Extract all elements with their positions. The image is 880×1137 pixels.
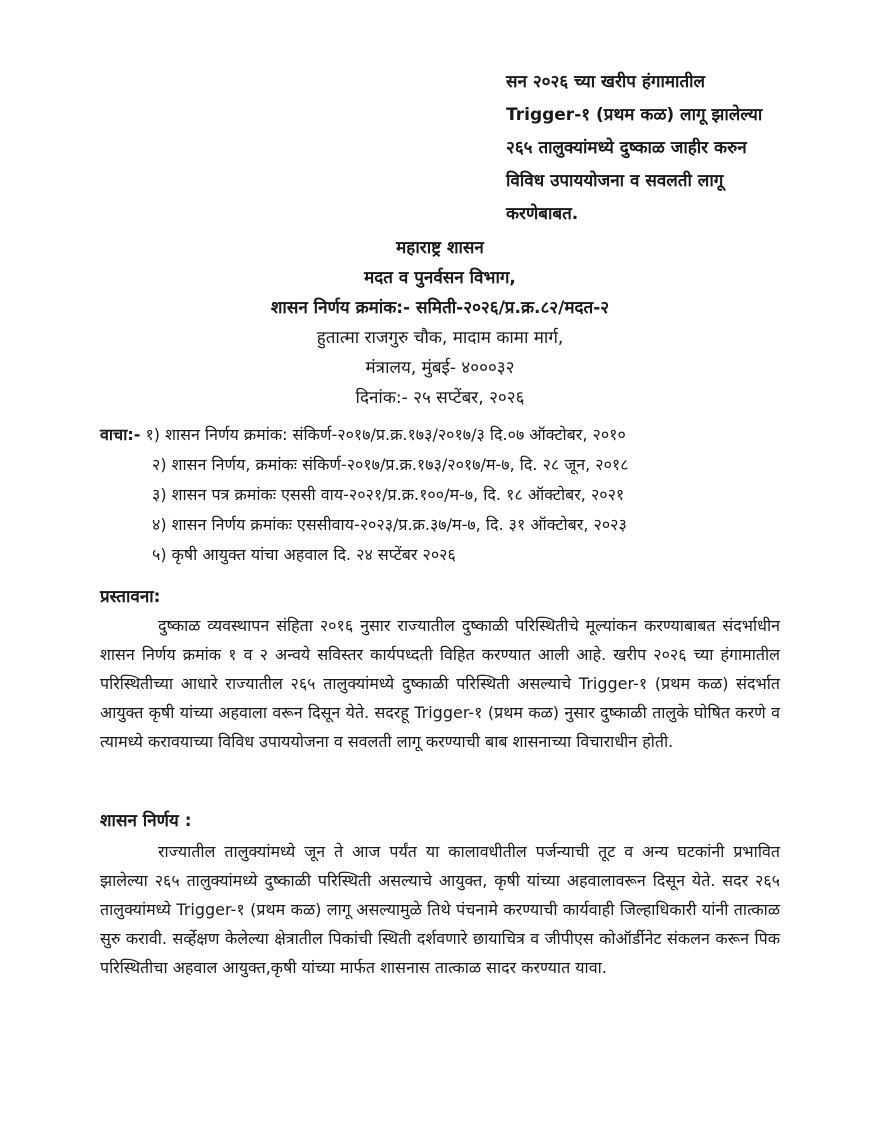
reference-item: २) शासन निर्णय, क्रमांकः संकिर्ण-२०१७/प्र.क्र.१७३/२०१७/म-७, दि. २८ जून, २०१८ bbox=[152, 455, 629, 474]
reference-item: ५) कृषी आयुक्त यांचा अहवाल दि. २४ सप्टेंबर २०२६ bbox=[152, 545, 456, 564]
subject-block bbox=[506, 66, 788, 231]
gr-number: शासन निर्णय क्रमांक:- समिती-२०२६/प्र.क्र.८२/मदत-२ bbox=[270, 298, 610, 318]
issue-date: दिनांक:- २५ सप्टेंबर, २०२६ bbox=[355, 388, 525, 408]
subject-line: विविध उपाययोजना व सवलती लागू bbox=[506, 171, 724, 191]
preamble-title: प्रस्तावना: bbox=[100, 587, 161, 607]
decision-title: शासन निर्णय : bbox=[100, 811, 192, 831]
decision-paragraph: राज्यातील तालुक्यांमध्ये जून ते आज पर्यंत या कालावधीतील पर्जन्याची तूट व अन्य घटकांनी प्रभावित झालेल्या २६५ तालुक्यांमध्ये दुष्काळी परिस्थिती असल्याचे आयुक्त, कृषी यांच्या अहवालावरून दिसून येते. सदर २६५ तालुक्यांमध्ये Trigger-१ (प्रथम कळ) लागू असल्यामुळे तिथे पंचनामे करण्याची कार्यवाही जिल्हाधिकारी यांनी तात्काळ सुरु करावी. सर्व्हेक्षण केलेल्या क्षेत्रातील पिकांची स्थिती दर्शवणारे छायाचित्र व जीपीएस कोऑर्डीनेट संकलन करून पिक परिस्थितीचा अहवाल आयुक्त,कृषी यांच्या मार्फत शासनास तात्काळ सादर करण्यात यावा. bbox=[100, 842, 780, 977]
reference-item: ३) शासन पत्र क्रमांकः एससी वाय-२०२१/प्र.क्र.१००/म-७, दि. १८ ऑक्टोबर, २०२१ bbox=[152, 485, 625, 504]
subject-line: Trigger-१ (प्रथम कळ) लागू झालेल्या bbox=[506, 105, 763, 125]
letterhead bbox=[160, 233, 720, 413]
reference-item: ४) शासन निर्णय क्रमांकः एससीवाय-२०२३/प्र.क्र.३७/म-७, दि. ३१ ऑक्टोबर, २०२३ bbox=[152, 515, 627, 534]
reference-item bbox=[100, 420, 800, 450]
department-name: मदत व पुनर्वसन विभाग, bbox=[364, 268, 516, 288]
subject-line: २६५ तालुक्यांमध्ये दुष्काळ जाहीर करुन bbox=[506, 138, 747, 158]
references-label: वाचा:- bbox=[100, 425, 141, 444]
subject-line: करणेबाबत. bbox=[506, 204, 579, 224]
government-name: महाराष्ट्र शासन bbox=[396, 238, 484, 258]
address-line-1: हुतात्मा राजगुरु चौक, मादाम कामा मार्ग, bbox=[316, 328, 564, 348]
subject-line: सन २०२६ च्या खरीप हंगामातील bbox=[506, 72, 706, 92]
preamble-paragraph: दुष्काळ व्यवस्थापन संहिता २०१६ नुसार राज्यातील दुष्काळी परिस्थितीचे मूल्यांकन करण्याबाबत संदर्भाधीन शासन निर्णय क्रमांक १ व २ अन्वये सविस्तर कार्यपध्दती विहित करण्यात आली आहे. खरीप २०२६ च्या हंगामातील परिस्थितीच्या आधारे राज्यातील २६५ तालुक्यांमध्ये दुष्काळी परिस्थिती असल्याचे Trigger-१ (प्रथम कळ) संदर्भात आयुक्त कृषी यांच्या अहवाला वरून दिसून येते. सदरहू Trigger-१ (प्रथम कळ) नुसार दुष्काळी तालुके घोषित करणे व त्यामध्ये करावयाच्या विविध उपाययोजना व सवलती लागू करण्याची बाब शासनाच्या विचाराधीन होती. bbox=[100, 616, 780, 751]
references-list bbox=[100, 420, 800, 570]
address-line-2: मंत्रालय, मुंबई- ४०००३२ bbox=[365, 358, 515, 378]
reference-text: १) शासन निर्णय क्रमांक: संकिर्ण-२०१७/प्र.क्र.१७३/२०१७/३ दि.०७ ऑक्टोबर, २०१० bbox=[145, 425, 626, 444]
